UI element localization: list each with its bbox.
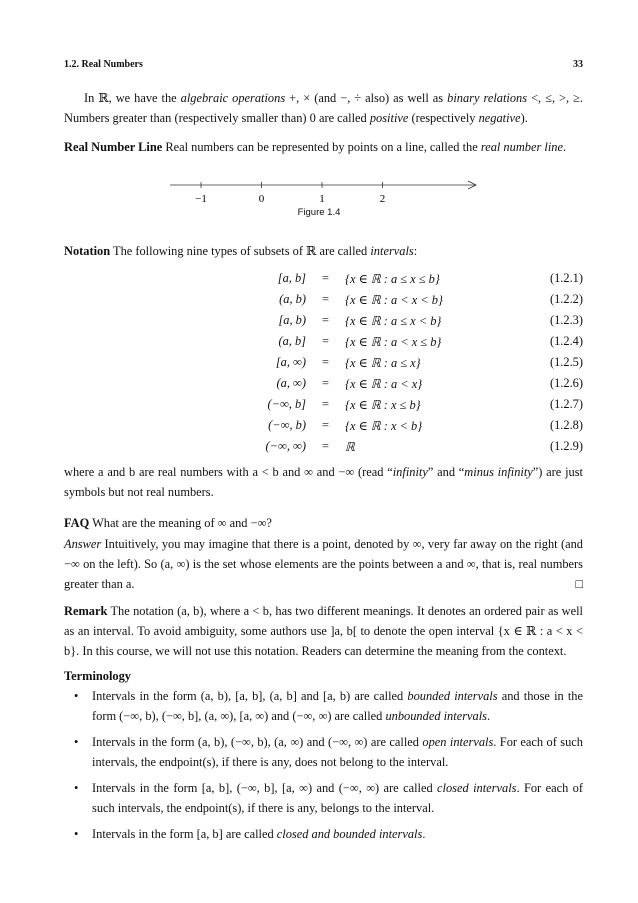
set-definition: {x ∈ ℝ : a ≤ x < b} <box>345 314 442 328</box>
equation-number: (1.2.8) <box>549 418 583 432</box>
term: positive <box>369 111 409 125</box>
text: where a and b are real numbers with a < b and ∞ and −∞ (read “ <box>64 465 393 479</box>
equals-sign: = <box>322 397 329 411</box>
interval-notation: (−∞, ∞) <box>265 439 306 453</box>
heading: Real Number Line <box>64 140 163 154</box>
intro-paragraph <box>64 88 583 128</box>
interval-notation: (a, b) <box>279 292 306 306</box>
equals-sign: = <box>322 439 329 453</box>
equals-sign: = <box>322 313 329 327</box>
text: and those in the form (−∞, b), (−∞, b], (a, ∞), [a, ∞) and (−∞, ∞) are called <box>92 689 583 723</box>
interval-equation <box>0 376 638 394</box>
heading: FAQ <box>64 516 90 530</box>
text: : <box>413 244 418 258</box>
terminology-heading: Terminology <box>64 669 132 683</box>
interval-notation: [a, ∞) <box>275 355 306 369</box>
section-title: 1.2. Real Numbers <box>64 59 143 70</box>
where-paragraph <box>64 462 583 502</box>
text: Intervals in the form (a, b), (−∞, b), (a, ∞) and (−∞, ∞) are called <box>92 735 423 749</box>
equals-sign: = <box>322 271 329 285</box>
interval-notation: [a, b) <box>278 313 306 327</box>
text: . <box>422 827 426 841</box>
term: open intervals <box>422 735 494 749</box>
list-item <box>64 824 583 844</box>
real-line-paragraph <box>64 137 583 157</box>
qed-square-icon: □ <box>575 577 583 591</box>
interval-equation <box>0 418 638 436</box>
text: Intervals in the form [a, b] are called <box>92 827 277 841</box>
term: binary relations <box>447 91 528 105</box>
term: closed and bounded intervals <box>276 827 423 841</box>
text: The notation (a, b), where a < b, has two different meanings. It denotes an ordered pair as well as an interval. To avoid ambiguity, some authors use ]a, b[ to denote the open interval {x ∈ ℝ : a < x < b}. In this course, we will not use this notation. Readers can determine the meaning from the context. <box>64 604 583 658</box>
running-header <box>64 59 583 70</box>
text: The following nine types of subsets of ℝ are called <box>110 244 371 258</box>
text: What are the meaning of ∞ and −∞? <box>89 516 272 530</box>
heading: Remark <box>64 604 108 618</box>
terminology-list <box>64 686 583 850</box>
term: bounded intervals <box>407 689 498 703</box>
equation-number: (1.2.1) <box>549 271 583 285</box>
tick-label: 2 <box>379 193 386 205</box>
interval-notation: (−∞, b] <box>267 397 306 411</box>
text: . <box>562 140 567 154</box>
equation-number: (1.2.3) <box>549 313 583 327</box>
text: . For each of such intervals, the endpoint(s), if there is any, does not belong to the interval. <box>92 735 583 769</box>
equals-sign: = <box>322 355 329 369</box>
equation-number: (1.2.2) <box>549 292 583 306</box>
tick-label: 0 <box>258 193 265 205</box>
set-definition: {x ∈ ℝ : a < x ≤ b} <box>345 335 442 349</box>
text: . <box>486 709 491 723</box>
set-definition: {x ∈ ℝ : x ≤ b} <box>345 398 421 412</box>
interval-equation <box>0 334 638 352</box>
text: Intervals in the form (a, b), [a, b], (a, b] and [a, b) are called <box>92 689 408 703</box>
text: . For each of such intervals, the endpoint(s), if there is any, belongs to the interval. <box>92 781 583 815</box>
set-definition: {x ∈ ℝ : a < x} <box>345 377 423 391</box>
list-item <box>64 686 583 726</box>
interval-equation <box>0 313 638 331</box>
term: negative <box>478 111 521 125</box>
term: real number line <box>480 140 563 154</box>
answer-label: Answer <box>64 537 102 551</box>
set-definition: ℝ <box>345 440 355 454</box>
interval-equation <box>0 397 638 415</box>
equals-sign: = <box>322 376 329 390</box>
interval-notation: (−∞, b) <box>268 418 306 432</box>
figure-caption: Figure 1.4 <box>297 207 341 218</box>
text: ” and “ <box>427 465 465 479</box>
remark-paragraph <box>64 601 583 661</box>
set-definition: {x ∈ ℝ : a ≤ x} <box>345 356 421 370</box>
page-number: 33 <box>573 59 583 70</box>
interval-notation: [a, b] <box>277 271 306 285</box>
term: minus infinity <box>464 465 533 479</box>
equals-sign: = <box>322 418 329 432</box>
interval-equation <box>0 271 638 289</box>
text: Intervals in the form [a, b], (−∞, b], [a, ∞) and (−∞, ∞) are called <box>92 781 438 795</box>
interval-equation <box>0 355 638 373</box>
equation-number: (1.2.5) <box>549 355 583 369</box>
term: unbounded intervals <box>385 709 487 723</box>
equation-number: (1.2.7) <box>549 397 583 411</box>
tick-label: −1 <box>195 193 207 205</box>
text: In ℝ, we have the <box>84 91 181 105</box>
equals-sign: = <box>322 292 329 306</box>
set-definition: {x ∈ ℝ : x < b} <box>345 419 423 433</box>
equals-sign: = <box>322 334 329 348</box>
list-item <box>64 778 583 818</box>
equation-number: (1.2.6) <box>549 376 583 390</box>
interval-notation: (a, ∞) <box>276 376 306 390</box>
text: ). <box>520 111 528 125</box>
text: Real numbers can be represented by points on a line, called the <box>162 140 481 154</box>
text: +, × (and −, ÷ also) as well as <box>285 91 448 105</box>
text: Intuitively, you may imagine that there is a point, denoted by ∞, very far away on the right (and −∞ on the left). So (a, ∞) is the set whose elements are the points between a and ∞, that is, real numbers greater than a. <box>64 537 583 591</box>
text: (respectively <box>408 111 479 125</box>
term: algebraic operations <box>180 91 286 105</box>
term: infinity <box>392 465 428 479</box>
faq-paragraph <box>64 513 583 533</box>
tick-label: 1 <box>319 193 325 205</box>
text: <, ≤, >, ≥. Numbers greater than (respectively smaller than) 0 are called <box>64 91 584 125</box>
equation-number: (1.2.4) <box>549 334 583 348</box>
term: intervals <box>370 244 414 258</box>
set-definition: {x ∈ ℝ : a < x < b} <box>345 293 443 307</box>
text: ”) are just symbols but not real numbers. <box>64 465 583 499</box>
set-definition: {x ∈ ℝ : a ≤ x ≤ b} <box>345 272 440 286</box>
equation-number: (1.2.9) <box>549 439 583 453</box>
heading: Notation <box>64 244 111 258</box>
answer-paragraph <box>64 534 583 594</box>
interval-notation: (a, b] <box>278 334 306 348</box>
notation-paragraph <box>64 241 583 261</box>
interval-equation <box>0 439 638 457</box>
term: closed intervals <box>437 781 517 795</box>
list-item <box>64 732 583 772</box>
interval-equation <box>0 292 638 310</box>
